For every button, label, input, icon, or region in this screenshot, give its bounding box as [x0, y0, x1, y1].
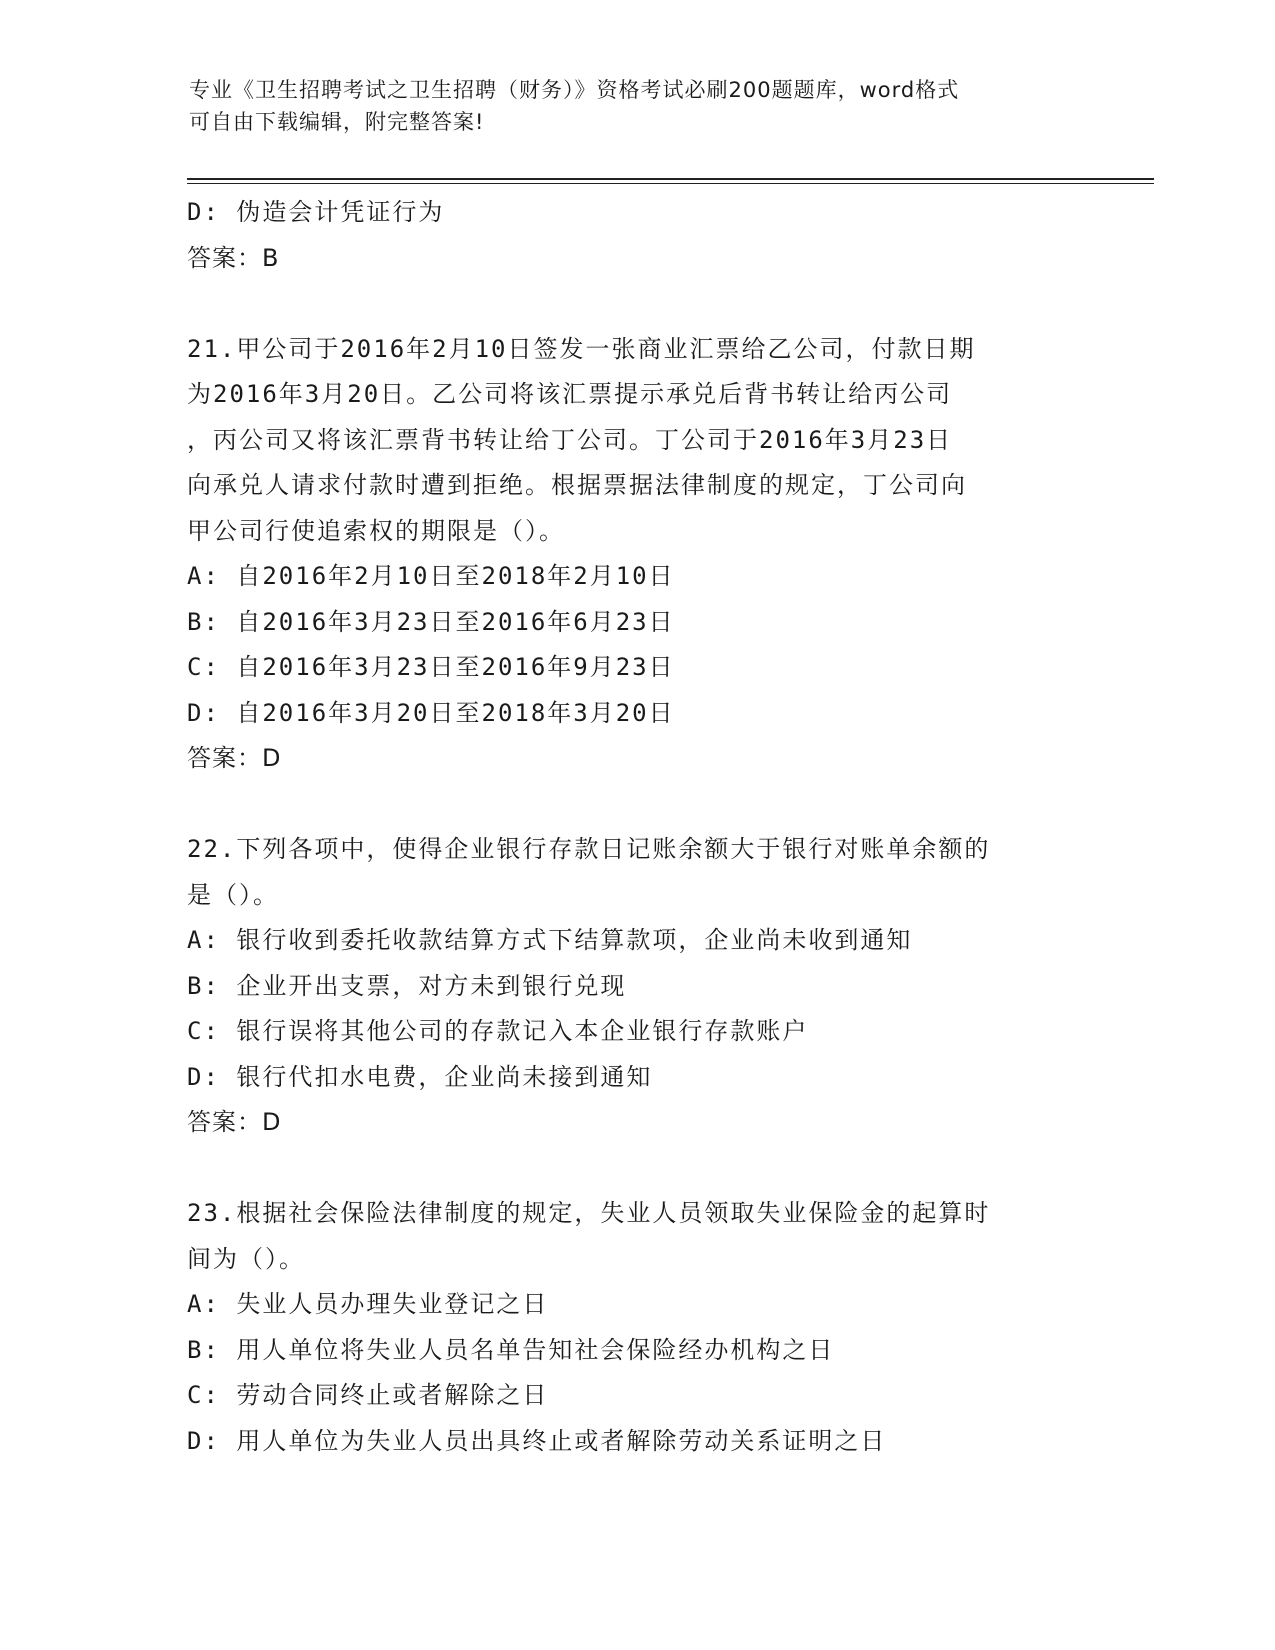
question-23 [187, 1191, 1087, 1464]
question-22 [187, 827, 1087, 1146]
question-stem-line: 22.下列各项中，使得企业银行存款日记账余额大于银行对账单余额的 [187, 835, 991, 863]
question-stem-line: 甲公司行使追索权的期限是（）。 [187, 516, 565, 545]
option-c: C: 劳动合同终止或者解除之日 [187, 1381, 549, 1409]
option-d: D: 伪造会计凭证行为 [187, 198, 445, 226]
option-d: D: 自2016年3月20日至2018年3月20日 [187, 698, 675, 727]
question-stem-line: 23.根据社会保险法律制度的规定，失业人员领取失业保险金的起算时 [187, 1199, 991, 1227]
spacer [187, 1146, 1087, 1192]
option-c: C: 自2016年3月23日至2016年9月23日 [187, 653, 675, 681]
question-stem-line: 为2016年3月20日。乙公司将该汇票提示承兑后背书转让给丙公司 [187, 380, 953, 408]
question-content [187, 190, 1087, 1464]
question-21 [187, 327, 1087, 782]
question-stem-line: 向承兑人请求付款时遭到拒绝。根据票据法律制度的规定，丁公司向 [187, 471, 967, 499]
question-stem-line: ，丙公司又将该汇票背书转让给丁公司。丁公司于2016年3月23日 [187, 425, 953, 454]
question-stem-line: 间为（）。 [187, 1244, 305, 1273]
spacer [187, 281, 1087, 327]
header-divider-thin [187, 183, 1154, 184]
header-title-line-2: 可自由下载编辑，附完整答案! [189, 110, 485, 134]
header-title-line-1: 专业《卫生招聘考试之卫生招聘（财务）》资格考试必刷200题题库，word格式 [189, 78, 960, 102]
option-a: A: 失业人员办理失业登记之日 [187, 1290, 549, 1318]
option-b: B: 企业开出支票，对方未到银行兑现 [187, 971, 627, 1000]
answer-line: 答案：D [187, 744, 282, 772]
question-stem-line: 是（）。 [187, 880, 279, 909]
option-a: A: 自2016年2月10日至2018年2月10日 [187, 562, 675, 590]
option-a: A: 银行收到委托收款结算方式下结算款项，企业尚未收到通知 [187, 926, 913, 954]
header-divider-thick [187, 178, 1154, 180]
option-b: B: 用人单位将失业人员名单告知社会保险经办机构之日 [187, 1335, 835, 1364]
option-b: B: 自2016年3月23日至2016年6月23日 [187, 607, 675, 636]
page-header [189, 74, 1089, 138]
question-20-tail [187, 190, 1087, 281]
spacer [187, 782, 1087, 828]
question-stem-line: 21.甲公司于2016年2月10日签发一张商业汇票给乙公司，付款日期 [187, 334, 976, 363]
option-c: C: 银行误将其他公司的存款记入本企业银行存款账户 [187, 1017, 809, 1045]
option-d: D: 用人单位为失业人员出具终止或者解除劳动关系证明之日 [187, 1426, 887, 1455]
option-d: D: 银行代扣水电费，企业尚未接到通知 [187, 1062, 653, 1091]
answer-line: 答案：B [187, 243, 280, 272]
answer-line: 答案：D [187, 1108, 282, 1136]
